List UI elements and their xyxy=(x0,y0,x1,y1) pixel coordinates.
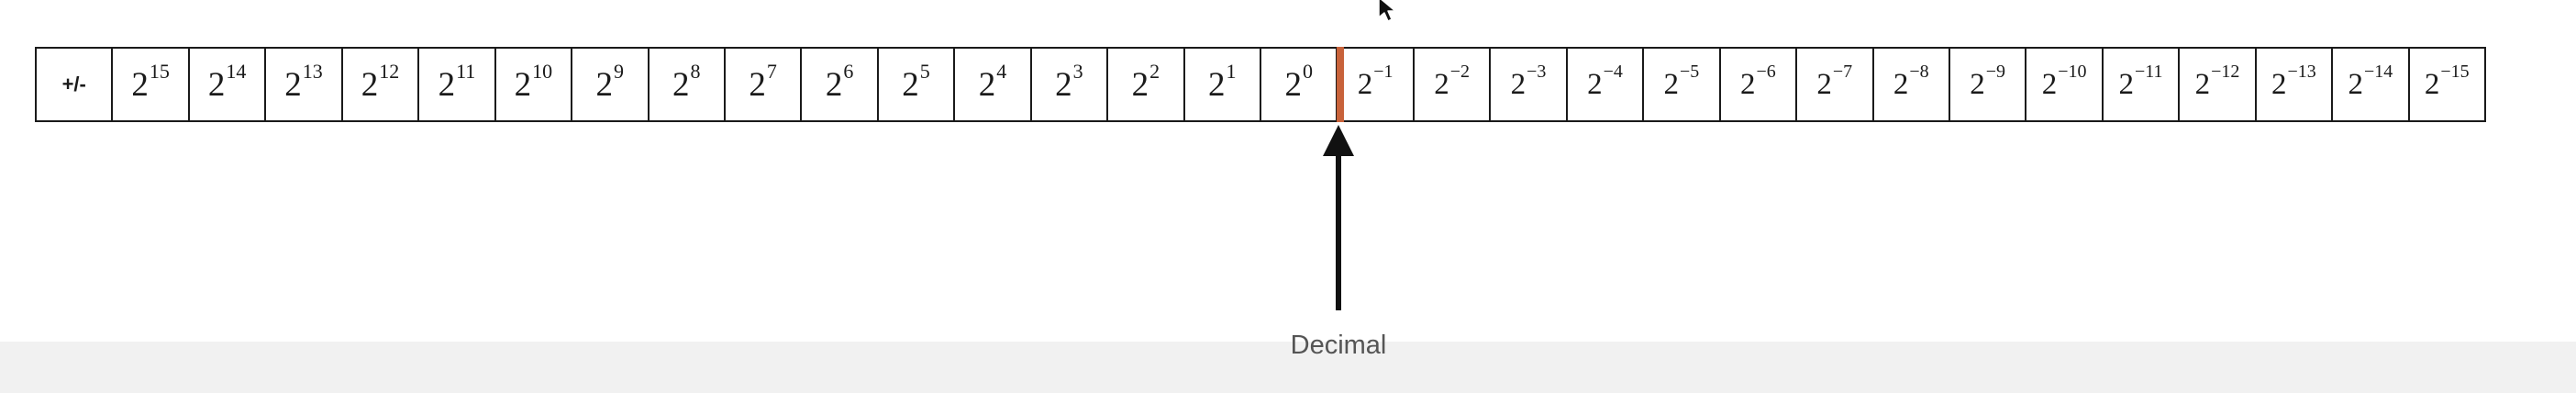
place-value-exponent: −1 xyxy=(1373,61,1393,82)
place-value-exponent: 8 xyxy=(690,60,701,83)
place-value-exponent: −14 xyxy=(2363,61,2393,82)
place-value-exponent: 4 xyxy=(996,60,1007,83)
place-value-exponent: 1 xyxy=(1226,60,1237,83)
place-value-base: 2 xyxy=(1739,67,1756,101)
place-value-cell xyxy=(2257,49,2333,120)
place-value-exponent: −12 xyxy=(2211,61,2240,82)
place-value-base: 2 xyxy=(1434,67,1449,101)
place-value-base: 2 xyxy=(361,65,379,104)
place-value-exponent: 6 xyxy=(843,60,854,83)
place-value-base: 2 xyxy=(207,65,226,104)
place-value-exponent: −3 xyxy=(1527,61,1547,82)
place-value-exponent: 9 xyxy=(614,60,625,83)
place-value-cell xyxy=(113,49,189,120)
place-value-cell xyxy=(2333,49,2409,120)
place-value-cell xyxy=(496,49,572,120)
place-value-cell xyxy=(1185,49,1261,120)
place-value-base: 2 xyxy=(2271,67,2287,101)
place-value-exponent: −7 xyxy=(1832,61,1853,82)
place-value-base: 2 xyxy=(1357,67,1373,101)
place-value-cell xyxy=(1261,49,1338,120)
place-value-base: 2 xyxy=(1587,67,1603,101)
place-value-base: 2 xyxy=(749,65,766,104)
place-value-base: 2 xyxy=(1663,67,1680,101)
place-value-cell xyxy=(2180,49,2256,120)
place-value-base: 2 xyxy=(978,65,996,104)
place-value-cell xyxy=(2104,49,2180,120)
place-value-cell xyxy=(266,49,342,120)
binary-point-marker xyxy=(1337,47,1344,122)
place-value-base: 2 xyxy=(1284,65,1302,104)
place-value-base: 2 xyxy=(672,65,690,104)
place-value-cell xyxy=(2026,49,2103,120)
place-value-cell xyxy=(650,49,726,120)
place-value-cell xyxy=(1950,49,2026,120)
place-value-base: 2 xyxy=(1510,67,1527,101)
place-value-exponent: 3 xyxy=(1072,60,1083,83)
place-value-base: 2 xyxy=(1970,67,1985,101)
place-value-cell xyxy=(1032,49,1108,120)
place-value-base: 2 xyxy=(1208,65,1226,104)
place-value-exponent: −9 xyxy=(1985,61,2006,82)
place-value-base: 2 xyxy=(2348,67,2363,101)
place-value-base: 2 xyxy=(902,65,919,104)
place-value-base: 2 xyxy=(284,65,302,104)
place-value-base: 2 xyxy=(595,65,614,104)
place-value-cell xyxy=(955,49,1031,120)
place-value-cell xyxy=(1491,49,1567,120)
place-value-base: 2 xyxy=(2118,67,2134,101)
place-value-cell xyxy=(1415,49,1491,120)
place-value-cell xyxy=(879,49,955,120)
place-value-cell xyxy=(572,49,649,120)
place-value-exponent: −11 xyxy=(2135,61,2163,82)
place-value-exponent: −4 xyxy=(1603,61,1623,82)
place-value-cell xyxy=(1108,49,1184,120)
place-value-base: 2 xyxy=(514,65,532,104)
place-value-base: 2 xyxy=(1816,67,1832,101)
place-value-exponent: 14 xyxy=(226,60,247,83)
place-value-base: 2 xyxy=(438,65,456,104)
place-value-exponent: 13 xyxy=(302,60,323,83)
place-value-cell xyxy=(726,49,802,120)
place-value-exponent: −10 xyxy=(2058,61,2087,82)
sign-bit-cell: +/- xyxy=(37,49,113,120)
place-value-exponent: −2 xyxy=(1449,61,1470,82)
place-value-base: 2 xyxy=(1131,65,1149,104)
place-value-base: 2 xyxy=(1055,65,1072,104)
place-value-cell xyxy=(1568,49,1644,120)
place-value-exponent: −15 xyxy=(2440,61,2470,82)
place-value-base: 2 xyxy=(131,65,149,104)
place-value-exponent: 5 xyxy=(919,60,930,83)
place-value-cell xyxy=(1644,49,1720,120)
place-value-base: 2 xyxy=(1893,67,1909,101)
mouse-pointer-icon xyxy=(1376,0,1400,24)
place-value-exponent: 0 xyxy=(1302,60,1313,83)
place-value-base: 2 xyxy=(2041,67,2058,101)
place-value-exponent: −13 xyxy=(2287,61,2316,82)
place-value-exponent: 15 xyxy=(149,60,170,83)
place-value-exponent: 2 xyxy=(1149,60,1160,83)
place-value-exponent: −5 xyxy=(1680,61,1700,82)
place-value-cell xyxy=(1874,49,1950,120)
place-value-base: 2 xyxy=(825,65,843,104)
place-value-exponent: 11 xyxy=(456,60,476,83)
place-value-exponent: −6 xyxy=(1756,61,1776,82)
place-value-cell xyxy=(190,49,266,120)
place-value-base: 2 xyxy=(2424,67,2440,101)
place-value-exponent: 12 xyxy=(379,60,400,83)
place-value-exponent: −8 xyxy=(1909,61,1929,82)
place-value-cell xyxy=(1338,49,1414,120)
binary-place-value-row xyxy=(35,47,2486,122)
place-value-cell xyxy=(1797,49,1873,120)
place-value-exponent: 10 xyxy=(532,60,553,83)
place-value-cell xyxy=(2410,49,2484,120)
place-value-cell xyxy=(1721,49,1797,120)
place-value-base: 2 xyxy=(2194,67,2211,101)
place-value-cell xyxy=(802,49,878,120)
place-value-cell xyxy=(419,49,495,120)
place-value-exponent: 7 xyxy=(766,60,777,83)
arrow-shaft xyxy=(1336,149,1341,310)
place-value-cell xyxy=(343,49,419,120)
decimal-point-label: Decimal xyxy=(1290,331,1387,360)
